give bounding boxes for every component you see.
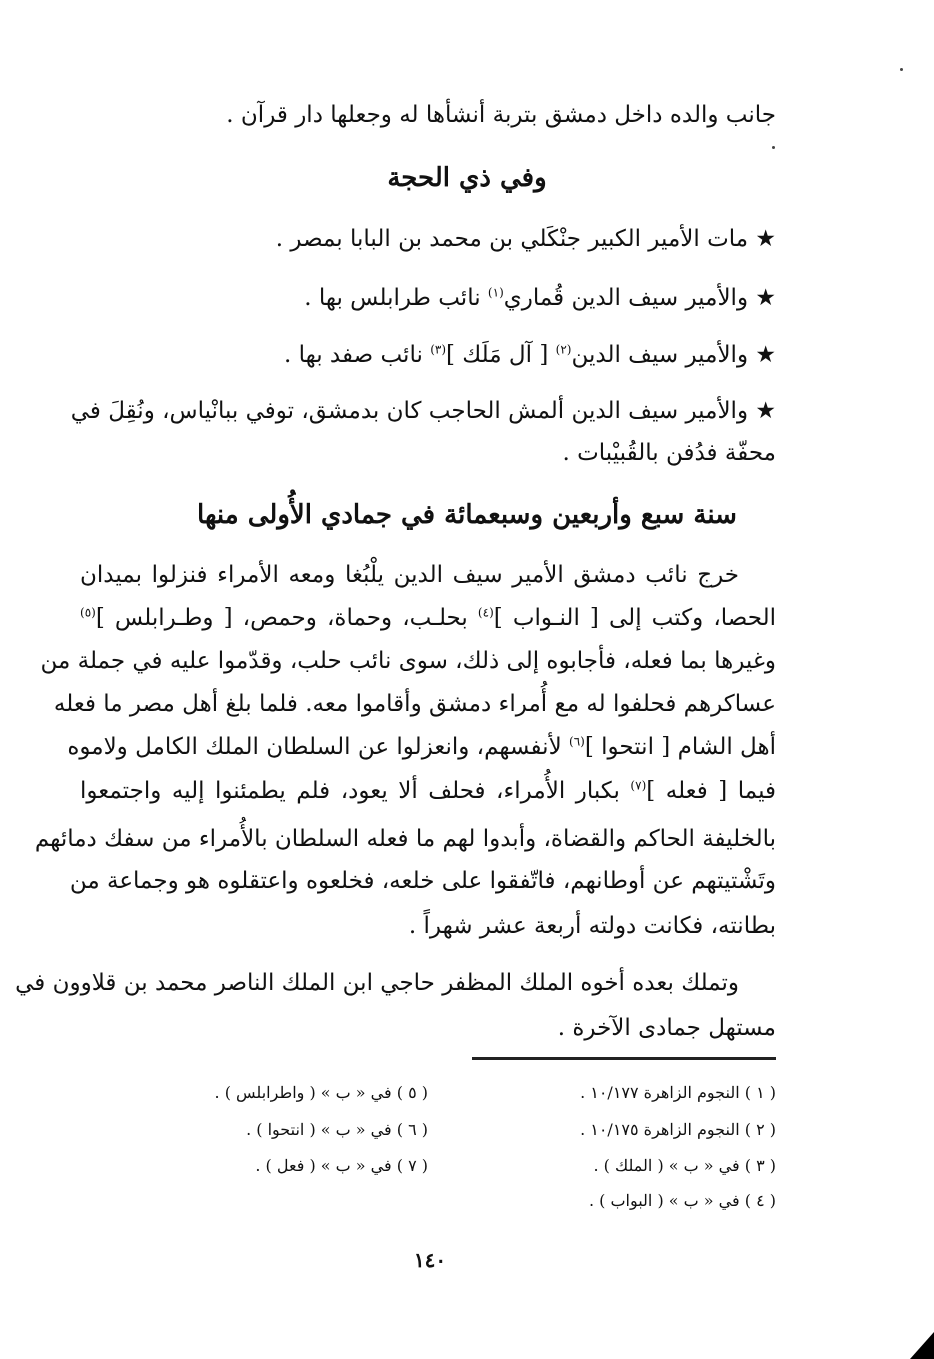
footnote-number: ( ٤ ) [744, 1191, 776, 1210]
entry-text: [ آل مَلَك ] [446, 342, 549, 368]
scan-corner-shadow [910, 1332, 934, 1359]
entry-2 [304, 281, 776, 315]
scan-speck [900, 68, 903, 71]
star-icon: ★ [755, 226, 776, 252]
paragraph-2-line-1: وتملك بعده أخوه الملك المظفر حاجي ابن الملك الناصر محمد بن قلاوون في [15, 970, 739, 996]
paragraph-text: أهل الشام [ انتحوا ] [584, 734, 776, 760]
paragraph-1-line-3: وغيرها بما فعله، فأجابوه إلى ذلك، سوى نائب حلب، وقدّموا عليه في جملة من [40, 648, 776, 674]
footnote-ref-1: (١) [487, 285, 504, 300]
paragraph-text: بحلـب، وحماة، وحمص، [ وطـرابلس ] [95, 605, 468, 631]
paragraph-1-line-8: وتَشْتيتهم عن أوطانهم، فاتّفقوا على خلعه، فخلعوه واعتقلوه هو وجماعة من [69, 868, 776, 894]
star-icon: ★ [755, 342, 776, 368]
paragraph-1-line-2 [80, 601, 776, 635]
footnote-ref-7: (٧) [630, 778, 647, 793]
entry-4-line-1 [70, 394, 776, 428]
footnote-ref-2: (٢) [555, 342, 572, 357]
scan-speck [772, 146, 775, 149]
star-icon: ★ [755, 398, 776, 424]
footnote-number: ( ٥ ) [396, 1083, 428, 1102]
footnote-divider [472, 1057, 776, 1060]
paragraph-1-line-1: خرج نائب دمشق الأمير سيف الدين يلْبُغا ومعه الأمراء فنزلوا بميدان [80, 562, 739, 588]
footnote-text: في « ب » ( البواب ) . [588, 1191, 740, 1210]
footnote-text: النجوم الزاهرة ١٠/١٧٧ . [580, 1083, 740, 1102]
footnote-number: ( ٣ ) [744, 1156, 776, 1175]
footnote-2 [580, 1119, 776, 1141]
entry-text: نائب طرابلس بها . [304, 285, 481, 311]
footnote-ref-3: (٣) [430, 342, 447, 357]
paragraph-text: بكبار الأُمراء، فحلف ألا يعود، فلم يطمئنوا إليه واجتمعوا [80, 778, 620, 804]
paragraph-1-line-6 [80, 774, 776, 808]
entry-3 [284, 338, 776, 372]
footnote-number: ( ٦ ) [396, 1120, 428, 1139]
section-heading-dhu-al-hijja: وفي ذي الحجة [387, 163, 547, 193]
entry-text: والأمير سيف الدين قُماري [503, 285, 749, 311]
footnote-text: في « ب » ( واطرابلس ) . [214, 1083, 392, 1102]
footnote-text: في « ب » ( انتحوا ) . [246, 1120, 392, 1139]
footnote-ref-5: (٥) [80, 605, 96, 620]
footnote-number: ( ٢ ) [744, 1120, 776, 1139]
paragraph-text: لأنفسهم، وانعزلوا عن السلطان الملك الكامل ولاموه [67, 734, 562, 760]
footnote-4 [589, 1190, 776, 1212]
paragraph-1-line-5 [67, 730, 776, 764]
page-number: ١٤٠ [413, 1248, 447, 1272]
footnote-7 [255, 1155, 428, 1177]
entry-4-line-2 [563, 436, 776, 470]
continuation-text: جانب والده داخل دمشق بتربة أنشأها له وجعلها دار قرآن . [226, 102, 776, 128]
paragraph-text: الحصا، وكتب إلى [ النـواب ] [493, 605, 776, 631]
paragraph-1-line-9: بطانته، فكانت دولته أربعة عشر شهراً . [408, 913, 776, 939]
entry-text: محفّة فدُفن بالقُبيْبات . [562, 440, 776, 466]
footnote-text: في « ب » ( فعل ) . [255, 1156, 392, 1175]
continuation-line [226, 98, 776, 132]
footnote-number: ( ٧ ) [396, 1156, 428, 1175]
footnote-6 [246, 1119, 428, 1141]
section-heading-year-747: سنة سبع وأربعين وسبعمائة في جمادي الأُولى منها [197, 500, 737, 530]
entry-text: والأمير سيف الدين [571, 342, 749, 368]
footnote-1 [580, 1082, 776, 1104]
footnote-ref-6: (٦) [569, 734, 585, 749]
footnote-3 [594, 1155, 777, 1177]
star-icon: ★ [755, 285, 776, 311]
footnote-text: النجوم الزاهرة ١٠/١٧٥ . [580, 1120, 740, 1139]
entry-text: والأمير سيف الدين ألمش الحاجب كان بدمشق، توفي ببانْياس، ونُقِلَ في [70, 398, 749, 424]
entry-1 [276, 222, 776, 256]
entry-text: مات الأمير الكبير جنْكَلي بن محمد بن البابا بمصر . [275, 226, 749, 252]
paragraph-2-line-2: مستهل جمادى الآخرة . [557, 1015, 776, 1041]
paragraph-1-line-7: بالخليفة الحاكم والقضاة، وأبدوا لهم ما فعله السلطان بالأُمراء من سفك دمائهم [34, 826, 776, 852]
paragraph-1-line-4: عساكرهم فحلفوا له مع أُمراء دمشق وأقاموا معه. فلما بلغ أهل مصر ما فعله [53, 691, 776, 717]
footnote-number: ( ١ ) [744, 1083, 776, 1102]
footnote-ref-4: (٤) [477, 605, 494, 620]
footnote-5 [215, 1082, 428, 1104]
entry-text: نائب صفد بها . [283, 342, 423, 368]
footnote-text: في « ب » ( الملك ) . [593, 1156, 740, 1175]
paragraph-text: فيما [ فعله ] [646, 778, 777, 804]
